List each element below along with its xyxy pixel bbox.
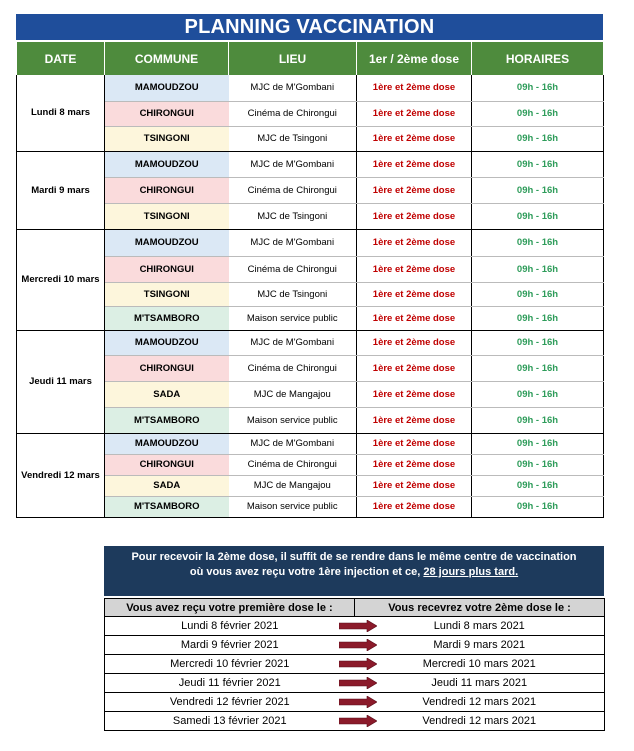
horaires-cell: 09h - 16h	[472, 407, 604, 433]
first-dose-date: Jeudi 11 février 2021	[105, 674, 355, 693]
arrow-right-icon	[339, 677, 377, 689]
arrow-right-icon	[339, 696, 377, 708]
dose-cell: 1ère et 2ème dose	[357, 126, 472, 151]
commune-cell: CHIRONGUI	[105, 256, 229, 282]
table-row	[17, 75, 604, 101]
lieu-cell: Cinéma de Chirongui	[229, 177, 357, 203]
table-row	[17, 407, 604, 433]
second-dose-date: Vendredi 12 mars 2021	[355, 712, 605, 731]
dose-cell: 1ère et 2ème dose	[357, 256, 472, 282]
vaccination-schedule-table	[16, 42, 604, 518]
horaires-cell: 09h - 16h	[472, 475, 604, 496]
lieu-cell: Cinéma de Chirongui	[229, 256, 357, 282]
dose-cell: 1ère et 2ème dose	[357, 101, 472, 126]
dose-cell: 1ère et 2ème dose	[357, 355, 472, 381]
lieu-cell: Maison service public	[229, 407, 357, 433]
horaires-cell: 09h - 16h	[472, 330, 604, 355]
table-row	[17, 475, 604, 496]
first-dose-date: Vendredi 12 février 2021	[105, 693, 355, 712]
date-cell: Mardi 9 mars	[17, 151, 105, 229]
dose-cell: 1ère et 2ème dose	[357, 151, 472, 177]
dose-cell: 1ère et 2ème dose	[357, 330, 472, 355]
first-dose-date: Samedi 13 février 2021	[105, 712, 355, 731]
dose-cell: 1ère et 2ème dose	[357, 407, 472, 433]
col-header-date: DATE	[17, 42, 105, 75]
commune-cell: MAMOUDZOU	[105, 75, 229, 101]
commune-cell: MAMOUDZOU	[105, 330, 229, 355]
second-dose-header-row	[105, 599, 605, 617]
date-cell: Jeudi 11 mars	[17, 330, 105, 433]
lieu-cell: MJC de Tsingoni	[229, 126, 357, 151]
commune-cell: MAMOUDZOU	[105, 229, 229, 256]
table-row	[17, 282, 604, 306]
horaires-cell: 09h - 16h	[472, 151, 604, 177]
table-row	[17, 381, 604, 407]
commune-cell: CHIRONGUI	[105, 101, 229, 126]
date-cell: Mercredi 10 mars	[17, 229, 105, 330]
info-line-1: Pour recevoir la 2ème dose, il suffit de se rendre dans le même centre de vaccination	[131, 551, 577, 563]
table-row	[17, 330, 604, 355]
lieu-cell: MJC de Tsingoni	[229, 203, 357, 229]
second-dose-date: Mercredi 10 mars 2021	[355, 655, 605, 674]
lieu-cell: MJC de M'Gombani	[229, 433, 357, 454]
horaires-cell: 09h - 16h	[472, 454, 604, 475]
header-first-dose: Vous avez reçu votre première dose le :	[105, 599, 355, 617]
lieu-cell: Maison service public	[229, 306, 357, 330]
horaires-cell: 09h - 16h	[472, 355, 604, 381]
first-dose-date: Lundi 8 février 2021	[105, 617, 355, 636]
commune-cell: CHIRONGUI	[105, 177, 229, 203]
horaires-cell: 09h - 16h	[472, 229, 604, 256]
table-row	[17, 151, 604, 177]
commune-cell: SADA	[105, 475, 229, 496]
first-dose-date: Mardi 9 février 2021	[105, 636, 355, 655]
commune-cell: MAMOUDZOU	[105, 151, 229, 177]
dose-cell: 1ère et 2ème dose	[357, 203, 472, 229]
table-row	[17, 203, 604, 229]
header-second-dose: Vous recevrez votre 2ème dose le :	[355, 599, 605, 617]
schedule-header-row	[17, 42, 604, 75]
horaires-cell: 09h - 16h	[472, 101, 604, 126]
info-line-2-underlined: 28 jours plus tard.	[423, 566, 519, 578]
table-row	[17, 454, 604, 475]
lieu-cell: MJC de M'Gombani	[229, 75, 357, 101]
horaires-cell: 09h - 16h	[472, 177, 604, 203]
col-header-dose: 1er / 2ème dose	[357, 42, 472, 75]
date-cell: Lundi 8 mars	[17, 75, 105, 151]
dose-cell: 1ère et 2ème dose	[357, 496, 472, 517]
dose-cell: 1ère et 2ème dose	[357, 381, 472, 407]
table-row	[17, 496, 604, 517]
horaires-cell: 09h - 16h	[472, 381, 604, 407]
horaires-cell: 09h - 16h	[472, 75, 604, 101]
horaires-cell: 09h - 16h	[472, 306, 604, 330]
lieu-cell: Maison service public	[229, 496, 357, 517]
page-title: PLANNING VACCINATION	[16, 14, 603, 40]
commune-cell: CHIRONGUI	[105, 454, 229, 475]
second-dose-body	[105, 617, 605, 731]
second-dose-date: Vendredi 12 mars 2021	[355, 693, 605, 712]
second-dose-date: Lundi 8 mars 2021	[355, 617, 605, 636]
horaires-cell: 09h - 16h	[472, 126, 604, 151]
horaires-cell: 09h - 16h	[472, 496, 604, 517]
horaires-cell: 09h - 16h	[472, 433, 604, 454]
table-row	[17, 229, 604, 256]
table-row	[17, 126, 604, 151]
commune-cell: SADA	[105, 381, 229, 407]
lieu-cell: MJC de M'Gombani	[229, 151, 357, 177]
horaires-cell: 09h - 16h	[472, 256, 604, 282]
table-row	[17, 355, 604, 381]
horaires-cell: 09h - 16h	[472, 203, 604, 229]
dose-cell: 1ère et 2ème dose	[357, 306, 472, 330]
table-row	[17, 177, 604, 203]
commune-cell: MAMOUDZOU	[105, 433, 229, 454]
table-row	[17, 306, 604, 330]
table-row	[17, 433, 604, 454]
second-dose-date: Jeudi 11 mars 2021	[355, 674, 605, 693]
info-line-2-text: où vous avez reçu votre 1ère injection et ce,	[189, 566, 424, 578]
commune-cell: M'TSAMBORO	[105, 306, 229, 330]
col-header-lieu: LIEU	[229, 42, 357, 75]
lieu-cell: MJC de Tsingoni	[229, 282, 357, 306]
commune-cell: TSINGONI	[105, 282, 229, 306]
dose-cell: 1ère et 2ème dose	[357, 454, 472, 475]
dose-cell: 1ère et 2ème dose	[357, 433, 472, 454]
lieu-cell: Cinéma de Chirongui	[229, 101, 357, 126]
commune-cell: M'TSAMBORO	[105, 496, 229, 517]
table-row	[17, 101, 604, 126]
col-header-horaires: HORAIRES	[472, 42, 604, 75]
first-dose-date: Mercredi 10 février 2021	[105, 655, 355, 674]
dose-cell: 1ère et 2ème dose	[357, 475, 472, 496]
commune-cell: TSINGONI	[105, 126, 229, 151]
lieu-cell: Cinéma de Chirongui	[229, 355, 357, 381]
commune-cell: M'TSAMBORO	[105, 407, 229, 433]
dose-cell: 1ère et 2ème dose	[357, 75, 472, 101]
dose-cell: 1ère et 2ème dose	[357, 282, 472, 306]
table-row	[17, 256, 604, 282]
dose-cell: 1ère et 2ème dose	[357, 229, 472, 256]
lieu-cell: Cinéma de Chirongui	[229, 454, 357, 475]
commune-cell: TSINGONI	[105, 203, 229, 229]
date-cell: Vendredi 12 mars	[17, 433, 105, 517]
lieu-cell: MJC de Mangajou	[229, 381, 357, 407]
schedule-body	[17, 75, 604, 517]
arrow-right-icon	[339, 715, 377, 727]
lieu-cell: MJC de M'Gombani	[229, 330, 357, 355]
commune-cell: CHIRONGUI	[105, 355, 229, 381]
info-line-2	[104, 565, 604, 580]
arrow-right-icon	[339, 639, 377, 651]
dose-cell: 1ère et 2ème dose	[357, 177, 472, 203]
col-header-commune: COMMUNE	[105, 42, 229, 75]
lieu-cell: MJC de M'Gombani	[229, 229, 357, 256]
second-dose-info-banner	[104, 546, 604, 596]
lieu-cell: MJC de Mangajou	[229, 475, 357, 496]
second-dose-date: Mardi 9 mars 2021	[355, 636, 605, 655]
arrow-right-icon	[339, 658, 377, 670]
arrow-right-icon	[339, 620, 377, 632]
horaires-cell: 09h - 16h	[472, 282, 604, 306]
